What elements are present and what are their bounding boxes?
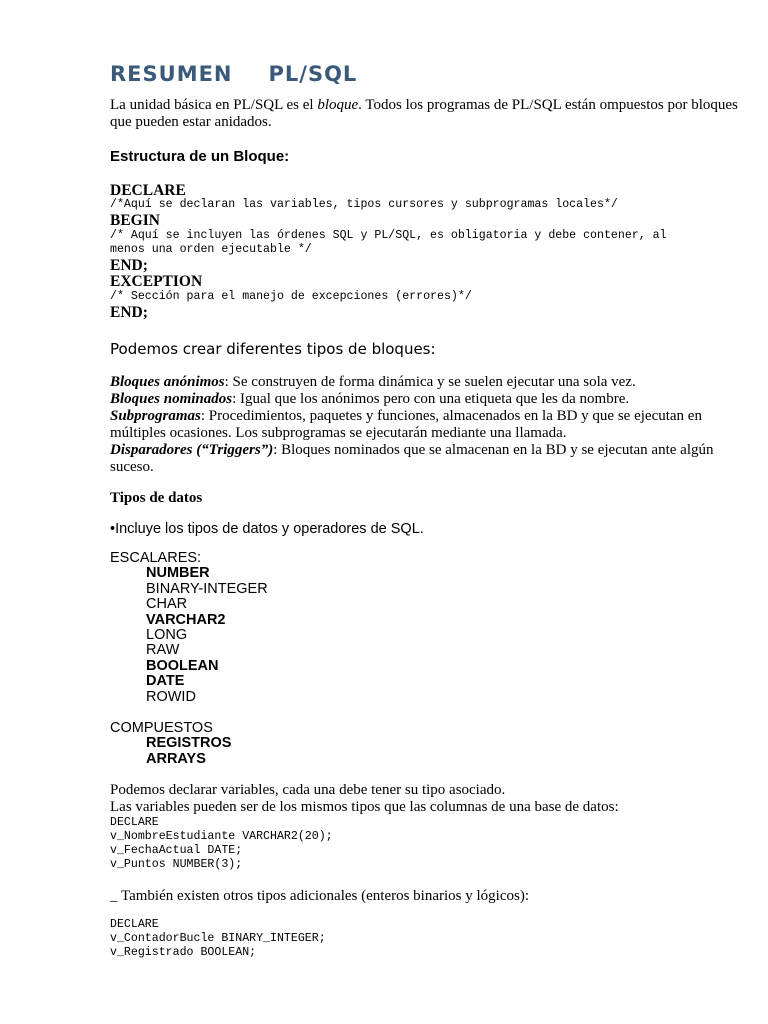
additional-types-text: _ También existen otros tipos adicionales (enteros binarios y lógicos): (110, 888, 530, 904)
variables-line-2: Las variables pueden ser de los mismos tipos que las columnas de una base de datos: (110, 799, 619, 815)
block-type-item (110, 442, 748, 476)
variables-line-1: Podemos declarar variables, cada una debe tener su tipo asociado. (110, 782, 506, 798)
scalar-type-item: NUMBER (146, 565, 210, 582)
block-type-term: Subprogramas (110, 408, 201, 424)
composite-type-item: REGISTROS (146, 735, 232, 752)
code-example-2 (110, 918, 326, 960)
begin-comment-line-2: menos una orden ejecutable */ (110, 243, 312, 256)
declare-comment: /*Aquí se declaran las variables, tipos cursores y subprogramas locales*/ (110, 198, 618, 211)
page-title (110, 62, 357, 86)
structure-heading: Estructura de un Bloque: (110, 148, 290, 165)
block-type-term: Disparadores (“Triggers”) (110, 442, 274, 458)
block-type-description: : Igual que los anónimos pero con una etiqueta que les da nombre. (232, 391, 630, 407)
exception-keyword: EXCEPTION (110, 273, 203, 290)
code-line: v_Registrado BOOLEAN; (110, 946, 257, 959)
title-word-plsql: PL/SQL (268, 62, 358, 86)
scalar-type-item: VARCHAR2 (146, 611, 226, 628)
intro-italic-term: bloque (317, 97, 359, 113)
data-types-bullet: •Incluye los tipos de datos y operadores de SQL. (110, 521, 424, 537)
scalar-type-item: BOOLEAN (146, 657, 219, 674)
end-keyword-1: END; (110, 257, 148, 274)
code-example-1 (110, 816, 333, 872)
scalar-types-label: ESCALARES: (110, 550, 202, 566)
code-line: v_FechaActual DATE; (110, 844, 243, 857)
declare-keyword: DECLARE (110, 182, 186, 199)
block-type-description: : Procedimientos, paquetes y funciones, almacenados en la BD y que se ejecutan en múltiples ocasiones. Los subprogramas se ejecutarán mediante una llamada. (110, 408, 702, 441)
variables-explanation (110, 782, 750, 816)
code-line: DECLARE (110, 816, 159, 829)
scalar-type-item: LONG (146, 627, 188, 644)
intro-paragraph (110, 97, 750, 131)
block-types-heading: Podemos crear diferentes tipos de bloques: (110, 340, 436, 358)
begin-keyword: BEGIN (110, 212, 160, 229)
end-keyword-2: END; (110, 304, 148, 321)
scalar-type-item: RAW (146, 642, 180, 659)
scalar-types-section (110, 551, 268, 705)
scalar-type-item: DATE (146, 673, 185, 690)
code-line: v_ContadorBucle BINARY_INTEGER; (110, 932, 326, 945)
block-type-description: : Bloques nominados que se almacenan en la BD y se ejecutan ante algún suceso. (110, 442, 714, 475)
code-line: v_Puntos NUMBER(3); (110, 858, 243, 871)
block-type-term: Bloques anónimos (110, 374, 225, 390)
block-type-item (110, 408, 748, 442)
scalar-type-item: CHAR (146, 596, 188, 613)
data-types-heading: Tipos de datos (110, 490, 203, 506)
composite-types-section (110, 721, 231, 767)
intro-text-start: La unidad básica en PL/SQL es el (110, 97, 318, 113)
begin-comment-line-1: /* Aquí se incluyen las órdenes SQL y PL/SQL, es obligatoria y debe contener, al (110, 229, 667, 242)
block-type-item (110, 391, 748, 408)
block-types-list (110, 374, 748, 476)
title-word-resumen: RESUMEN (110, 62, 233, 86)
composite-type-item: ARRAYS (146, 750, 206, 767)
scalar-type-item: ROWID (146, 688, 196, 705)
intro-text-end: . Todos los programas de PL/SQL están ompuestos por bloques que pueden estar anidados. (110, 97, 738, 130)
code-line: DECLARE (110, 918, 159, 931)
exception-comment: /* Sección para el manejo de excepciones (errores)*/ (110, 290, 472, 303)
composite-types-label: COMPUESTOS (110, 720, 213, 736)
block-type-term: Bloques nominados (110, 391, 233, 407)
block-type-description: : Se construyen de forma dinámica y se suelen ejecutar una sola vez. (224, 374, 636, 390)
block-type-item (110, 374, 748, 391)
scalar-type-item: BINARY-INTEGER (146, 580, 268, 597)
code-line: v_NombreEstudiante VARCHAR2(20); (110, 830, 333, 843)
